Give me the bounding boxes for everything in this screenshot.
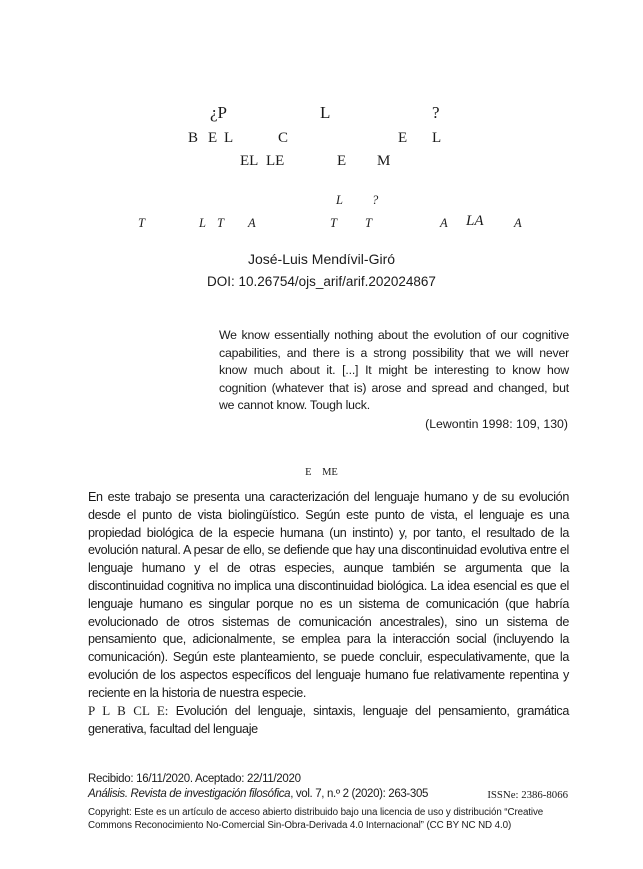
issn: ISSNe: 2386-8066 <box>487 789 568 801</box>
subtitle-fragment: A <box>248 216 256 230</box>
title-fragment: LE <box>266 153 285 169</box>
received-accepted-dates: Recibido: 16/11/2020. Aceptado: 22/11/2020 <box>88 773 301 785</box>
journal-reference <box>88 788 428 800</box>
title-fragment: L <box>320 103 331 122</box>
subtitle-fragment: ? <box>372 193 379 207</box>
title-fragment: M <box>377 153 391 169</box>
title-fragment: C <box>278 130 289 146</box>
abstract-heading-fragment: ME <box>322 467 338 478</box>
copyright-notice: Copyright: Este es un artículo de acceso abierto distribuido bajo una licencia de uso y distribución “Creative Commons Reconocimiento No-Comercial Sin-Obra-Derivada 4.0 Internacional” (CC BY NC ND 4.0) <box>88 807 544 832</box>
subtitle-fragment: A <box>440 216 448 230</box>
subtitle-fragment: A <box>514 216 522 230</box>
subtitle-fragment: L <box>336 193 343 207</box>
keywords-label: P L B CL E: <box>88 703 169 718</box>
epigraph-quote: We know essentially nothing about the evolution of our cognitive capabilities, and there is a strong possibility that we will never know much about it. [...] It might be interesting to know how cognition (whatever that is) arose and spread and changed, but we cannot know. Tough luck. <box>219 328 569 413</box>
author-name: José-Luis Mendívil-Giró <box>247 251 396 267</box>
keywords-text: Evolución del lenguaje, sintaxis, lenguaje del pensamiento, gramática generativa, facultad del lenguaje <box>88 704 569 736</box>
subtitle-fragment: L <box>199 216 206 230</box>
title-fragment: E <box>337 153 347 169</box>
journal-name: Análisis. Revista de investigación filosófica <box>88 788 291 800</box>
title-fragment: E <box>398 130 408 146</box>
abstract-text: En este trabajo se presenta una caracterización del lenguaje humano y de su evolución desde el punto de vista biolingüístico. Según este punto de vista, el lenguaje es una propiedad biológica de la especie humana (un instinto) y, por tanto, el resultado de la evolución natural. A pesar de ello, se defiende que hay una discontinuidad evolutiva entre el lenguaje humano y el de otras especies, aunque también se argumenta que la discontinuidad cognitiva no implica una discontinuidad biológica. La idea esencial es que el lenguaje humano es singular porque no es un sistema de comunicación (que habría evolucionado de otros sistemas de comunicación ancestrales), sino un sistema de pensamiento que, adicionalmente, se emplea para la interacción social (incluyendo la comunicación). Según este planteamiento, se puede concluir, especulativamente, que la evolución de los aspectos específicos del lenguaje humano fue relativamente repentina y reciente en la historia de nuestra especie. <box>88 490 569 700</box>
title-fragment: EL <box>240 153 259 169</box>
title-fragment: E <box>208 130 218 146</box>
abstract-heading <box>0 467 643 478</box>
epigraph-citation: (Lewontin 1998: 109, 130) <box>425 417 568 431</box>
subtitle-fragment: T <box>365 216 372 230</box>
doi[interactable]: DOI: 10.26754/ojs_arif/arif.202024867 <box>207 274 436 289</box>
subtitle-fragment: T <box>330 216 337 230</box>
keywords <box>88 702 569 739</box>
abstract-heading-fragment: E <box>305 467 312 478</box>
subtitle-fragment: T <box>138 216 145 230</box>
title-fragment: B <box>188 130 199 146</box>
title-fragment: ? <box>432 103 440 122</box>
title-fragment: L <box>224 130 234 146</box>
subtitle-fragment: LA <box>466 213 484 229</box>
journal-details: , vol. 7, n.º 2 (2020): 263-305 <box>290 788 429 800</box>
title-fragment: ¿P <box>210 103 227 122</box>
subtitle-fragment: T <box>217 216 224 230</box>
title-fragment: L <box>432 130 442 146</box>
